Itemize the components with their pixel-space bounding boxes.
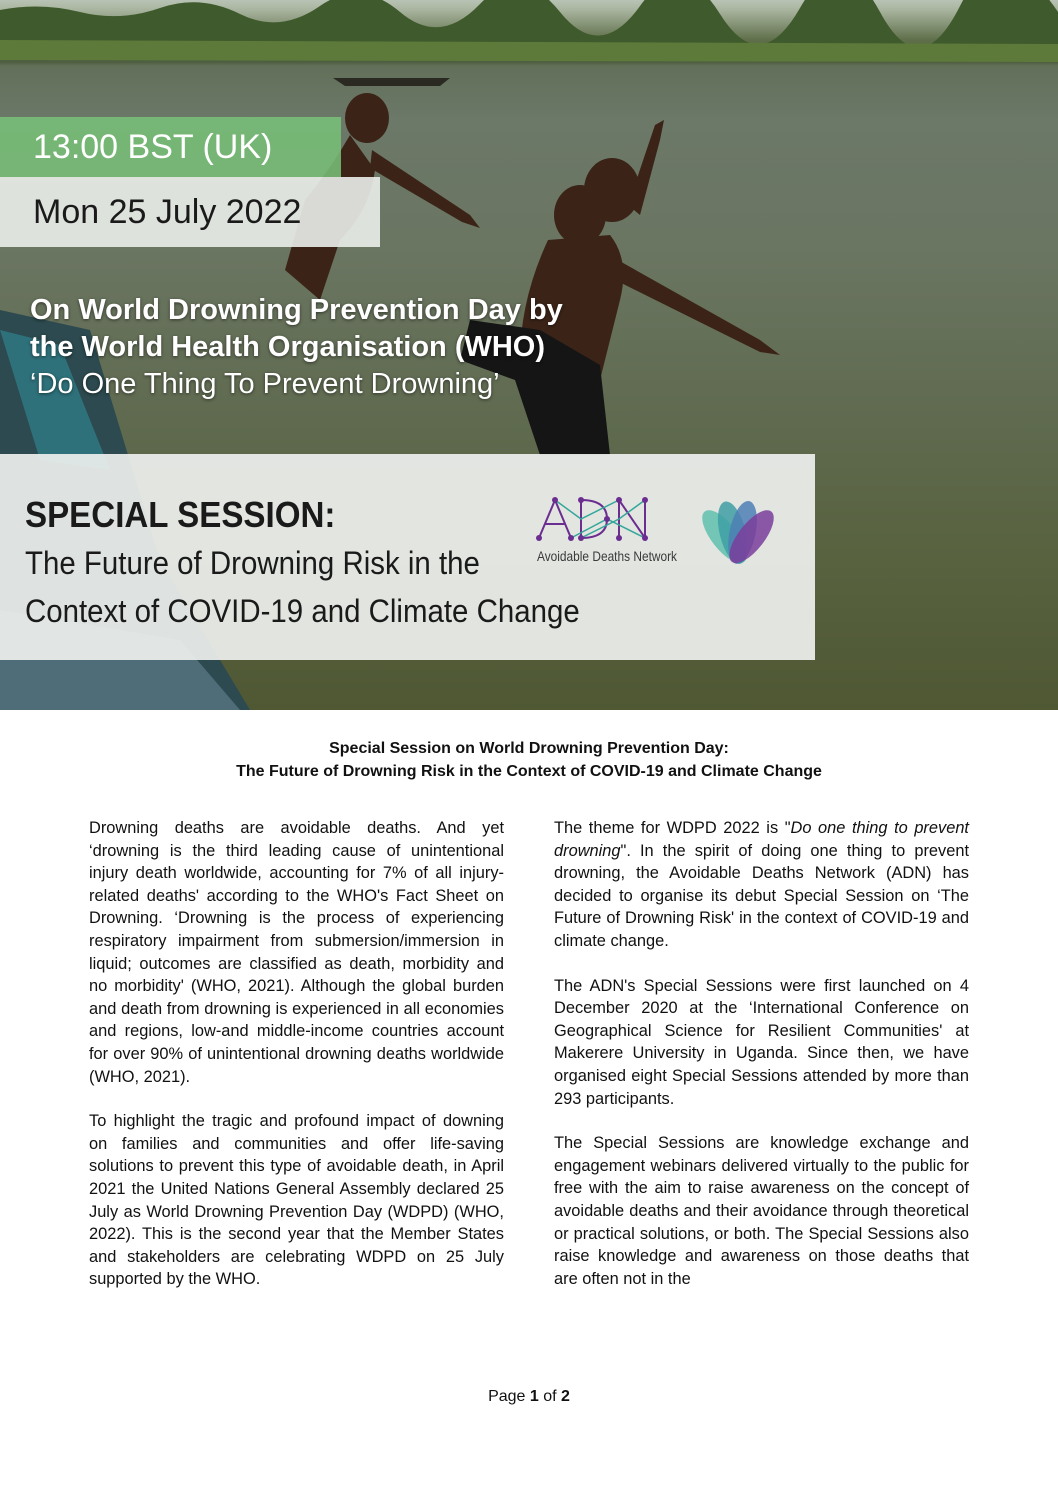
left-column — [89, 817, 504, 1313]
page-middle: of — [538, 1388, 562, 1405]
headline-line-1: Special Session on World Drowning Prevention Day: — [329, 740, 729, 757]
article-headline — [0, 737, 1058, 783]
event-theme: ‘Do One Thing To Prevent Drowning’ — [30, 368, 500, 400]
hero-banner — [0, 0, 1058, 710]
event-date: Mon 25 July 2022 — [0, 177, 380, 247]
adn-logo — [535, 494, 785, 574]
right-paragraph-1-start: The theme for WDPD 2022 is " — [554, 819, 791, 837]
page-number — [0, 1388, 1058, 1406]
event-title — [30, 292, 670, 402]
event-title-line-2: the World Health Organisation (WHO) — [30, 331, 546, 363]
wdpd-theme-quote: Do one thing to prevent drowning — [554, 819, 969, 860]
right-paragraph-2: The ADN's Special Sessions were first launched on 4 December 2020 at the ‘International Conference on Geographical Science for Resilient Communities' at Makerere University in Uganda. Since then, we have organised eight Special Sessions attended by more than 293 participants. — [554, 976, 969, 1108]
special-session-panel — [0, 454, 815, 660]
right-column — [554, 817, 969, 1312]
special-session-subtitle-2: Context of COVID-19 and Climate Change — [25, 593, 580, 629]
right-paragraph-1-end: ". In the spirit of doing one thing to prevent drowning, the Avoidable Deaths Network (ADN) has decided to organise its debut Special Session on ‘The Future of Drowning Risk' in the context of COVID-19 and climate change. — [554, 841, 969, 950]
page-total: 2 — [561, 1388, 570, 1405]
page-current: 1 — [529, 1388, 539, 1405]
right-paragraph-3: The Special Sessions are knowledge exchange and engagement webinars delivered virtually to the public for free with the aim to raise awareness on the concept of avoidable deaths and their avoidance through theoretical or practical solutions, or both. The Special Sessions also raise knowledge and awareness on those deaths that are often not in the — [554, 1134, 969, 1288]
adn-logo-caption: Avoidable Deaths Network — [537, 548, 678, 564]
special-session-label: SPECIAL SESSION: — [25, 494, 336, 535]
event-time: 13:00 BST (UK) — [0, 117, 341, 177]
special-session-subtitle-1: The Future of Drowning Risk in the — [25, 545, 480, 581]
headline-line-2: The Future of Drowning Risk in the Context of COVID-19 and Climate Change — [236, 763, 822, 780]
event-title-line-1: On World Drowning Prevention Day by — [30, 294, 563, 326]
right-paragraph-1 — [554, 817, 969, 953]
left-paragraph-2: To highlight the tragic and profound impact of downing on families and communities and offer life-saving solutions to prevent this type of avoidable death, in April 2021 the United Nations General Assembly declared 25 July as World Drowning Prevention Day (WDPD) (WHO, 2022). This is the second year that the Member States and stakeholders are celebrating WDPD on 25 July supported by the WHO. — [89, 1112, 504, 1289]
left-paragraph-1: Drowning deaths are avoidable deaths. And yet ‘drowning is the third leading cause of unintentional injury death worldwide, accounting for 7% of all injury-related deaths' according to the WHO's Fact Sheet on Drowning. ‘Drowning is the process of experiencing respiratory impairment from submersion/immersion in liquid; outcomes are classified as death, morbidity and no morbidity' (WHO, 2021). Although the global burden and death from drowning is experienced in all economies and regions, low-and middle-income countries account for over 90% of unintentional drowning deaths worldwide (WHO, 2021). — [89, 819, 504, 1086]
page-prefix: Page — [488, 1388, 530, 1405]
